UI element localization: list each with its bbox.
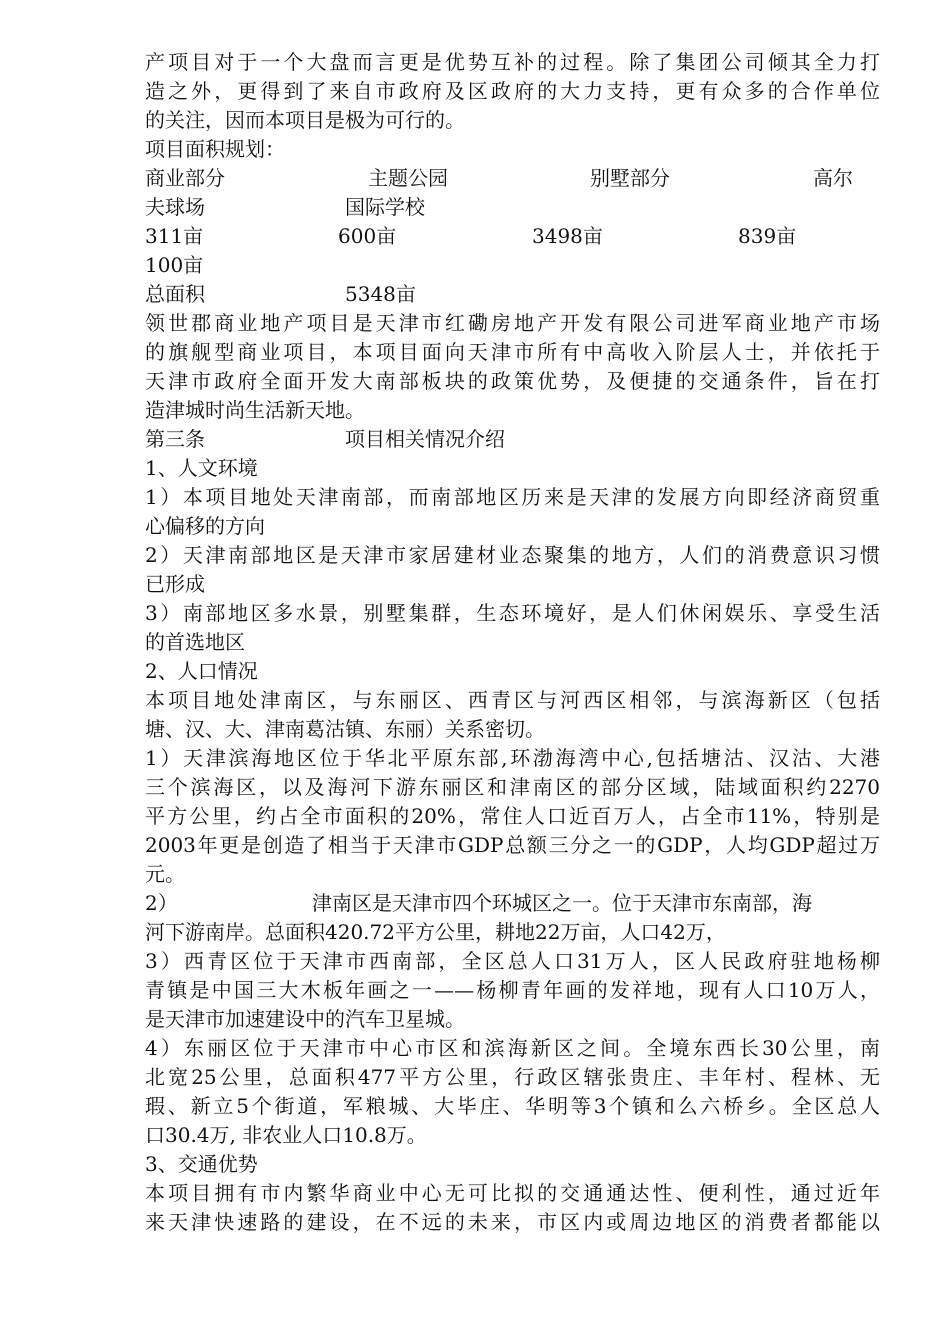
text-line: 产项目对于一个大盘而言更是优势互补的过程。除了集团公司倾其全力打 [145, 50, 880, 74]
area-value-theme-park: 600亩 [338, 224, 397, 248]
area-header-school: 国际学校 [345, 195, 425, 219]
text-line: 3）西青区位于天津市西南部，全区总人口31万人，区人民政府驻地杨柳 [145, 949, 880, 973]
text-line: 本项目地处津南区，与东丽区、西青区与河西区相邻，与滨海新区（包括 [145, 688, 880, 712]
text-line: 3）南部地区多水景，别墅集群，生态环境好，是人们休闲娱乐、享受生活 [145, 601, 880, 625]
text-line: 领世郡商业地产项目是天津市红磡房地产开发有限公司进军商业地产市场 [145, 311, 880, 335]
document-page [145, 48, 880, 1237]
item-text: 津南区是天津市四个环城区之一。位于天津市东南部，海 [312, 891, 812, 915]
area-header-theme-park: 主题公园 [368, 166, 448, 190]
text-line: 塘、汉、大、津南葛沽镇、东丽）关系密切。 [145, 717, 545, 741]
text-line: 来天津快速路的建设，在不远的未来，市区内或周边地区的消费者都能以 [145, 1210, 880, 1234]
text-line: 天津市政府全面开发大南部板块的政策优势，及便捷的交通条件，旨在打 [145, 369, 880, 393]
area-value-commercial: 311亩 [145, 224, 204, 248]
text-line: 1）本项目地处天津南部，而南部地区历来是天津的发展方向即经济商贸重 [145, 485, 880, 509]
text-line: 4）东丽区位于天津市中心市区和滨海新区之间。全境东西长30公里，南 [145, 1036, 880, 1060]
text-line: 元。 [145, 862, 185, 886]
article-label: 第三条 [145, 427, 205, 451]
text-line: 瑕、新立5个街道，军粮城、大毕庄、华明等3个镇和么六桥乡。全区总人 [145, 1094, 880, 1118]
item-number: 2） [145, 891, 178, 915]
area-value-school: 100亩 [145, 253, 204, 277]
text-line: 青镇是中国三大木板年画之一——杨柳青年画的发祥地，现有人口10万人， [145, 978, 880, 1002]
text-line: 的旗舰型商业项目，本项目面向天津市所有中高收入阶层人士，并依托于 [145, 340, 880, 364]
text-line: 已形成 [145, 572, 205, 596]
text-line: 是天津市加速建设中的汽车卫星城。 [145, 1007, 465, 1031]
area-plan-header-row-wrap [145, 193, 880, 222]
area-plan-value-row [145, 222, 880, 251]
area-total-value: 5348亩 [345, 282, 416, 306]
text-line [145, 889, 880, 918]
text-line: 三个滨海区，以及海河下游东丽区和津南区的部分区域，陆域面积约2270 [145, 775, 880, 799]
text-line: 本项目拥有市内繁华商业中心无可比拟的交通通达性、便利性，通过近年 [145, 1181, 880, 1205]
section-title: 2、人口情况 [145, 659, 258, 683]
article-title: 项目相关情况介绍 [345, 427, 505, 451]
article-heading [145, 425, 880, 454]
text-line: 河下游南岸。总面积420.72平方公里，耕地22万亩，人口42万， [145, 920, 726, 944]
text-line: 造津城时尚生活新天地。 [145, 398, 365, 422]
text-line: 2）天津南部地区是天津市家居建材业态聚集的地方，人们的消费意识习惯 [145, 543, 880, 567]
section-title: 3、交通优势 [145, 1152, 258, 1176]
area-header-commercial: 商业部分 [145, 166, 225, 190]
text-line: 的关注，因而本项目是极为可行的。 [145, 108, 465, 132]
text-line: 心偏移的方向 [145, 514, 265, 538]
text-line: 的首选地区 [145, 630, 245, 654]
area-total-row [145, 280, 880, 309]
section-title: 1、人文环境 [145, 456, 258, 480]
area-header-villa: 别墅部分 [590, 166, 670, 190]
text-line: 北宽25公里，总面积477平方公里，行政区辖张贵庄、丰年村、程林、无 [145, 1065, 880, 1089]
area-header-golf-wrap: 夫球场 [145, 195, 205, 219]
text-line: 1）天津滨海地区位于华北平原东部,环渤海湾中心,包括塘沽、汉沽、大港 [145, 746, 880, 770]
text-line: 口30.4万, 非农业人口10.8万。 [145, 1123, 427, 1147]
area-plan-header-row [145, 164, 880, 193]
area-value-villa: 3498亩 [532, 224, 603, 248]
area-total-label: 总面积 [145, 282, 205, 306]
text-line: 造之外，更得到了来自市政府及区政府的大力支持，更有众多的合作单位 [145, 79, 880, 103]
area-value-golf: 839亩 [738, 224, 797, 248]
area-header-golf: 高尔 [813, 166, 853, 190]
text-line: 平方公里，约占全市面积的20%，常住人口近百万人，占全市11%，特别是 [145, 804, 880, 828]
area-plan-heading: 项目面积规划： [145, 137, 285, 161]
text-line: 2003年更是创造了相当于天津市GDP总额三分之一的GDP，人均GDP超过万 [145, 833, 880, 857]
